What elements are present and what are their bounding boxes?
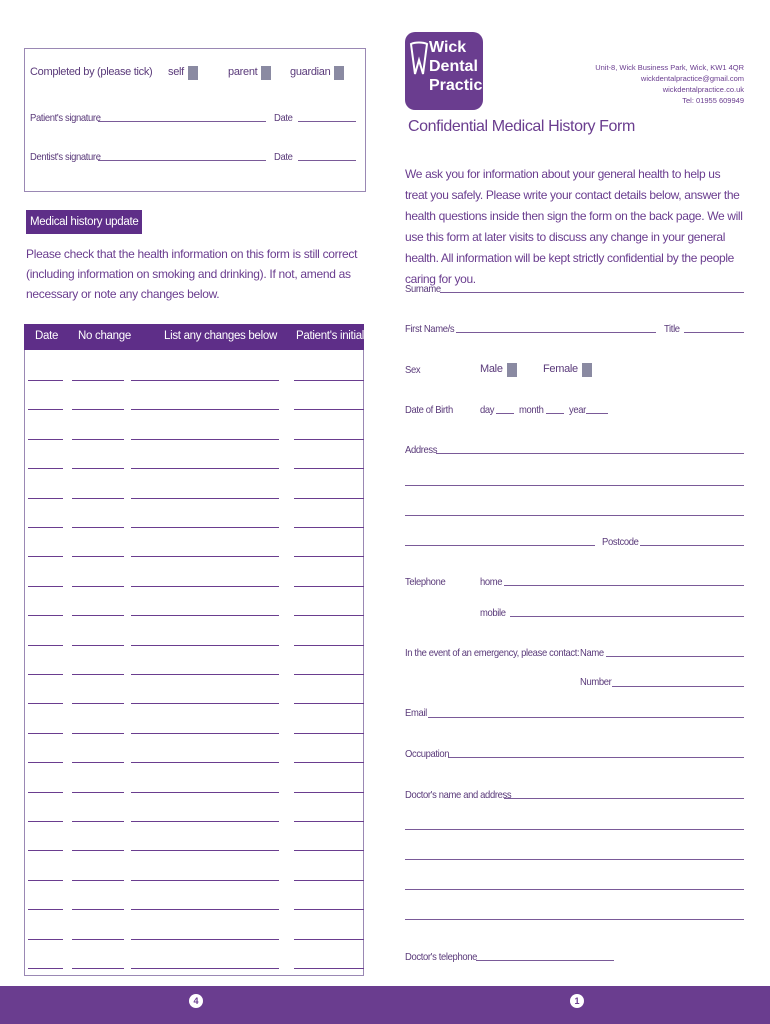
female-checkbox[interactable] [582,363,592,377]
parent-label: parent [228,66,258,78]
logo-line-2: Dental [429,58,478,75]
initials-cell[interactable] [294,822,364,851]
address-website: wickdentalpractice.co.uk [662,85,744,94]
changes-cell[interactable] [131,411,279,440]
initials-cell[interactable] [294,558,364,587]
no-change-cell[interactable] [72,646,124,675]
doctor-field-3[interactable] [405,859,744,860]
initials-cell[interactable] [294,911,364,940]
female-option[interactable] [543,363,592,377]
table-row [24,852,364,881]
address-phone: Tel: 01955 609949 [682,96,744,105]
table-row [24,911,364,940]
patient-signature-label: Patient's signature [30,112,101,124]
date1-field[interactable] [298,121,356,122]
doctor-telephone-field[interactable] [476,960,614,961]
initials-cell[interactable] [294,852,364,881]
col-date: Date [35,330,59,342]
date-cell[interactable] [28,911,63,940]
table-row [24,558,364,587]
page-number-right: 1 [570,994,584,1008]
emergency-number-label: Number [580,676,612,688]
no-change-cell[interactable] [72,587,124,616]
changes-cell[interactable] [131,352,279,381]
date-cell[interactable] [28,352,63,381]
occupation-label: Occupation [405,748,450,760]
no-change-cell[interactable] [72,617,124,646]
table-row [24,940,364,969]
initials-cell[interactable] [294,734,364,763]
dentist-signature-field[interactable] [98,160,266,161]
changes-cell[interactable] [131,881,279,910]
surname-label: Surname [405,283,441,295]
table-row [24,411,364,440]
form-title: Confidential Medical History Form [408,118,635,135]
first-names-label: First Name/s [405,323,455,335]
no-change-cell[interactable] [72,852,124,881]
initials-cell[interactable] [294,352,364,381]
changes-cell[interactable] [131,381,279,410]
doctor-telephone-label: Doctor's telephone [405,951,478,963]
table-row [24,646,364,675]
doctor-label: Doctor's name and address [405,789,512,801]
update-instructions: Please check that the health information on this form is still correct (including information on smoking and drinking). If not, amend as necessary or note any changes below. [26,247,358,301]
self-checkbox[interactable] [188,66,198,80]
logo-text [429,38,491,95]
table-row [24,587,364,616]
no-change-cell[interactable] [72,911,124,940]
table-row [24,764,364,793]
first-names-field[interactable] [456,332,656,333]
home-phone-field[interactable] [504,585,744,586]
telephone-label: Telephone [405,576,446,588]
page-footer [0,986,770,1024]
no-change-cell[interactable] [72,470,124,499]
no-change-cell[interactable] [72,499,124,528]
initials-cell[interactable] [294,499,364,528]
date-cell[interactable] [28,528,63,557]
address-label: Address [405,444,438,456]
changes-cell[interactable] [131,734,279,763]
no-change-cell[interactable] [72,822,124,851]
home-label: home [480,576,503,588]
date-cell[interactable] [28,440,63,469]
changes-cell[interactable] [131,793,279,822]
address-email: wickdentalpractice@gmail.com [640,74,744,83]
address-field-3[interactable] [405,515,744,516]
date2-field[interactable] [298,160,356,161]
logo-line-3: Practice [429,77,492,94]
date-cell[interactable] [28,764,63,793]
self-label: self [168,66,184,78]
doctor-field-1[interactable] [504,798,744,799]
completed-by-label: Completed by (please tick) [30,66,153,78]
address-line-1: Unit-8, Wick Business Park, Wick, KW1 4QR [595,63,744,72]
no-change-cell[interactable] [72,675,124,704]
practice-logo [405,32,492,110]
postcode-field[interactable] [640,545,744,546]
logo-line-1: Wick [429,39,467,56]
no-change-cell[interactable] [72,411,124,440]
date-cell[interactable] [28,411,63,440]
table-row [24,822,364,851]
changes-cell[interactable] [131,822,279,851]
date-cell[interactable] [28,381,63,410]
no-change-cell[interactable] [72,381,124,410]
title-field[interactable] [684,332,744,333]
email-label: Email [405,707,427,719]
emergency-name-label: Name [580,647,604,659]
dob-label: Date of Birth [405,404,453,416]
no-change-cell[interactable] [72,705,124,734]
emergency-name-field[interactable] [606,656,744,657]
changes-cell[interactable] [131,675,279,704]
no-change-cell[interactable] [72,352,124,381]
mobile-phone-field[interactable] [510,616,744,617]
table-row [24,470,364,499]
initials-cell[interactable] [294,793,364,822]
sex-label: Sex [405,364,421,376]
date-cell[interactable] [28,558,63,587]
initials-cell[interactable] [294,440,364,469]
table-row [24,528,364,557]
date-cell[interactable] [28,940,63,969]
date-cell[interactable] [28,646,63,675]
occupation-field[interactable] [448,757,744,758]
initials-cell[interactable] [294,411,364,440]
initials-cell[interactable] [294,646,364,675]
table-row [24,352,364,381]
date-cell[interactable] [28,587,63,616]
year-field[interactable] [586,413,608,414]
table-row [24,734,364,763]
table-row [24,381,364,410]
intro-text: We ask you for information about your general health to help us treat you safely. Please write your contact details below, answer the health questions inside then sign the form on the back page. We will use this form at later visits to discuss any change in your general health. All information will be kept strictly confidential by the people caring for you. [405,167,743,286]
col-initials: Patient's initials [296,330,370,342]
changes-cell[interactable] [131,499,279,528]
changes-cell[interactable] [131,587,279,616]
changes-cell[interactable] [131,558,279,587]
no-change-cell[interactable] [72,558,124,587]
initials-cell[interactable] [294,764,364,793]
initials-cell[interactable] [294,705,364,734]
date-cell[interactable] [28,734,63,763]
changes-cell[interactable] [131,705,279,734]
initials-cell[interactable] [294,940,364,969]
postcode-label: Postcode [602,536,639,548]
male-label: Male [480,363,503,375]
no-change-cell[interactable] [72,440,124,469]
table-row [24,440,364,469]
email-field[interactable] [428,717,744,718]
initials-cell[interactable] [294,881,364,910]
changes-cell[interactable] [131,852,279,881]
no-change-cell[interactable] [72,528,124,557]
day-label: day [480,404,495,416]
surname-field[interactable] [440,292,744,293]
no-change-cell[interactable] [72,764,124,793]
no-change-cell[interactable] [72,734,124,763]
table-row [24,499,364,528]
changes-cell[interactable] [131,764,279,793]
initials-cell[interactable] [294,470,364,499]
changes-cell[interactable] [131,440,279,469]
no-change-cell[interactable] [72,881,124,910]
emergency-label: In the event of an emergency, please contact: [405,647,580,659]
doctor-field-4[interactable] [405,889,744,890]
date-cell[interactable] [28,705,63,734]
table-row [24,793,364,822]
practice-address [595,62,744,106]
parent-option[interactable] [228,66,271,80]
date-cell[interactable] [28,499,63,528]
changes-cell[interactable] [131,617,279,646]
female-label: Female [543,363,578,375]
date-cell[interactable] [28,881,63,910]
date-cell[interactable] [28,793,63,822]
male-option[interactable] [480,363,517,377]
no-change-cell[interactable] [72,940,124,969]
date-cell[interactable] [28,470,63,499]
initials-cell[interactable] [294,587,364,616]
date-cell[interactable] [28,852,63,881]
changes-cell[interactable] [131,528,279,557]
guardian-label: guardian [290,66,331,78]
mobile-label: mobile [480,607,506,619]
date2-label: Date [274,151,293,163]
doctor-field-5[interactable] [405,919,744,920]
date-cell[interactable] [28,822,63,851]
date1-label: Date [274,112,293,124]
address-field-1[interactable] [436,453,744,454]
table-row [24,675,364,704]
address-field-2[interactable] [405,485,744,486]
year-label: year [569,404,586,416]
no-change-cell[interactable] [72,793,124,822]
parent-checkbox[interactable] [261,66,271,80]
guardian-checkbox[interactable] [334,66,344,80]
table-row [24,705,364,734]
self-option[interactable] [168,66,198,80]
table-row [24,881,364,910]
page-number-left: 4 [189,994,203,1008]
date-cell[interactable] [28,675,63,704]
male-checkbox[interactable] [507,363,517,377]
guardian-option[interactable] [290,66,344,80]
changes-cell[interactable] [131,470,279,499]
tooth-icon [409,40,429,80]
update-heading: Medical history update [26,210,142,234]
date-cell[interactable] [28,617,63,646]
initials-cell[interactable] [294,675,364,704]
initials-cell[interactable] [294,528,364,557]
patient-signature-field[interactable] [98,121,266,122]
changes-cell[interactable] [131,940,279,969]
emergency-number-field[interactable] [612,686,744,687]
changes-cell[interactable] [131,911,279,940]
col-changes: List any changes below [164,330,277,342]
initials-cell[interactable] [294,381,364,410]
month-field[interactable] [546,413,564,414]
dentist-signature-label: Dentist's signature [30,151,101,163]
table-row [24,617,364,646]
initials-cell[interactable] [294,617,364,646]
title-label: Title [664,323,680,335]
col-no-change: No change [78,330,131,342]
address-field-4[interactable] [405,545,595,546]
doctor-field-2[interactable] [405,829,744,830]
changes-cell[interactable] [131,646,279,675]
month-label: month [519,404,544,416]
day-field[interactable] [496,413,514,414]
